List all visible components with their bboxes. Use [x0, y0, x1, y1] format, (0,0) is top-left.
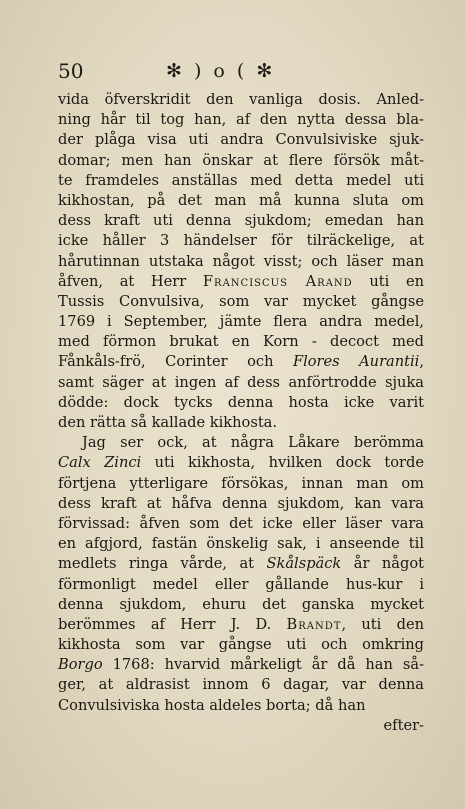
text-line [58, 675, 424, 695]
text-run: åfven, at Herr [58, 272, 203, 290]
text-line [58, 453, 424, 473]
text-line [58, 191, 424, 211]
text-line [58, 474, 424, 494]
text-run: ning hår til tog han, af den nytta dessa bla- [58, 111, 424, 129]
text-line [58, 393, 424, 413]
text-run: den rätta så kallade kikhosta. [58, 414, 278, 431]
text-run: Tussis Convulsiva, som var mycket gångse [58, 292, 424, 310]
italic-term: Flores Aurantii [292, 353, 420, 371]
text-run: dödde: dock tycks denna hosta icke varit [58, 393, 424, 411]
text-run: domar; men han önskar at flere försök måt- [58, 151, 424, 169]
text-line [58, 110, 424, 130]
page-number: 50 [58, 59, 84, 83]
text-run: medlets ringa vårde, at [58, 555, 267, 573]
text-run: , [419, 353, 424, 371]
text-run: förvissad: åfven som det icke eller läser vara [58, 514, 424, 532]
catchword [58, 716, 424, 736]
text-line [58, 332, 424, 352]
text-run: Convulsiviska hosta aldeles borta; då han [58, 696, 366, 714]
text-run: hårutinnan utstaka något visst; och läser man [58, 252, 424, 270]
text-line [58, 151, 424, 171]
text-run: , uti den [341, 615, 424, 633]
text-run: förmonligt medel eller gållande hus-kur i [58, 575, 424, 593]
text-line [58, 171, 424, 191]
text-run: berömmes af Herr J. D. [58, 615, 287, 633]
text-run: med förmon brukat en Korn - decoct med [58, 333, 424, 351]
text-line [58, 615, 424, 635]
text-line [58, 292, 424, 312]
text-run: denna sjukdom, ehuru det ganska mycket [58, 595, 424, 613]
text-line [58, 272, 424, 292]
text-line [58, 635, 424, 655]
text-run: Jag ser ock, at några Låkare berömma [82, 434, 424, 452]
text-line [58, 595, 424, 615]
text-line [58, 696, 424, 716]
text-run: icke håller 3 händelser för tilräckelige, at [58, 232, 424, 250]
text-run: kikhostan, på det man må kunna sluta om [58, 191, 424, 209]
text-line [58, 231, 424, 251]
text-run: förtjena ytterligare försökas, innan man om [58, 474, 424, 492]
text-run: dess kraft uti denna sjukdom; emedan han [58, 212, 424, 230]
text-run: uti en [352, 272, 424, 290]
text-run: der plåga visa uti andra Convulsiviske sjuk- [58, 131, 424, 149]
text-line [58, 373, 424, 393]
text-line [58, 655, 424, 675]
italic-term: Borgo [58, 656, 103, 674]
text-run: kikhosta som var gångse uti och omkring [58, 636, 424, 654]
text-run: 1768: hvarvid mårkeligt år då han så- [102, 656, 424, 674]
small-caps-name: Franciscus Arand [202, 272, 353, 290]
text-line [58, 433, 424, 453]
body-text [58, 90, 424, 736]
text-line [58, 90, 424, 110]
text-run: en afgjord, fastän önskelig sak, i anseende til [58, 535, 424, 553]
text-run: vida öfverskridit den vanliga dosis. Anled- [58, 91, 424, 108]
italic-term: Calx Zinci [58, 454, 142, 472]
text-run: 1769 i September, jämte flera andra medel, [58, 313, 424, 331]
text-run: dess kraft at håfva denna sjukdom, kan vara [58, 494, 424, 512]
text-line [58, 130, 424, 150]
text-run: ger, at aldrasist innom 6 dagar, var denna [58, 676, 424, 694]
text-run: uti kikhosta, hvilken dock torde [141, 454, 424, 472]
text-line [58, 494, 424, 514]
italic-term: Skålspäck [266, 555, 342, 573]
text-line [58, 211, 424, 231]
text-line [58, 534, 424, 554]
header-ornament: ✻ ) o ( ✻ [166, 60, 276, 82]
running-header [58, 56, 418, 86]
text-line [58, 575, 424, 595]
text-run: te framdeles anställas med detta medel uti [58, 171, 424, 189]
text-line [58, 252, 424, 272]
text-run: efter- [383, 716, 424, 734]
text-line [58, 554, 424, 574]
text-run: samt säger at ingen af dess anförtrodde sjuka [58, 373, 424, 391]
text-line [58, 312, 424, 332]
text-run: år något [341, 555, 424, 573]
small-caps-name: Brandt [286, 615, 342, 633]
text-line [58, 514, 424, 534]
text-run: Fånkåls-frö, Corinter och [58, 353, 293, 371]
text-line [58, 352, 424, 372]
text-line [58, 413, 424, 433]
